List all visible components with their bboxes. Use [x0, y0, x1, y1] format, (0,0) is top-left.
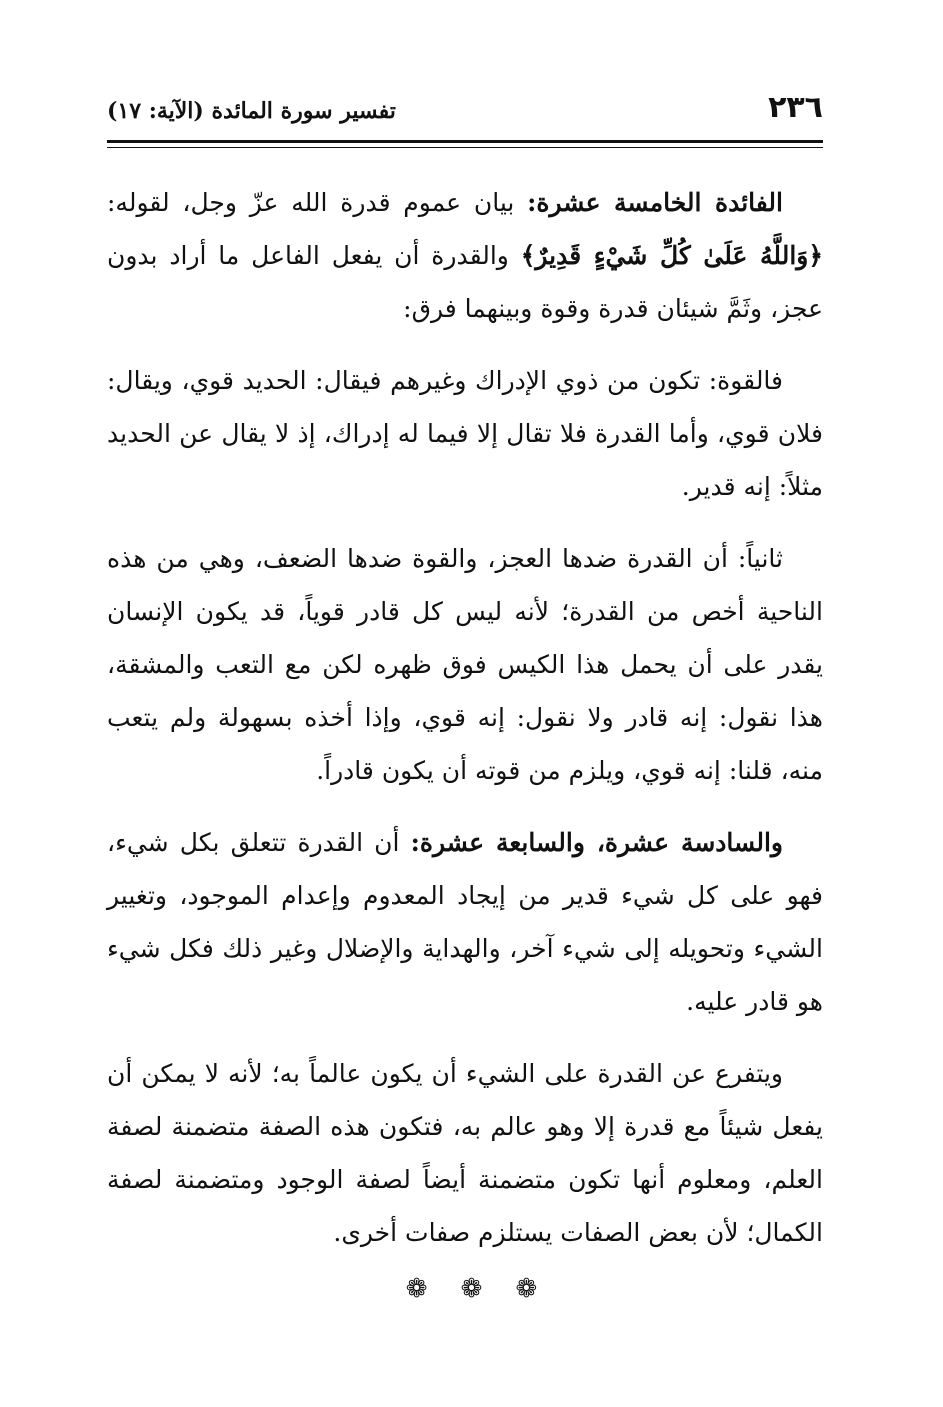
section-end-ornaments [0, 1272, 943, 1306]
paragraph-heading: والسادسة عشرة، والسابعة عشرة: [410, 828, 783, 857]
paragraph-fifteenth-benefit [107, 176, 823, 335]
paragraph-secondly [107, 532, 823, 797]
page-number: ٢٣٦ [768, 90, 823, 125]
paragraph-text: ثانياً: أن القدرة ضدها العجز، والقوة ضدها الضعف، وهي من هذه الناحية أخص من القدرة؛ لأنه ليس كل قادر قوياً، قد يكون الإنسان يقدر على أن يحمل هذا الكيس فوق ظهره لكن مع التعب والمشقة، هذا نقول: إنه قادر ولا نقول: إنه قوي، وإذا أخذه بسهولة ولم يتعب منه، قلنا: إنه قوي، ويلزم من قوته أن يكون قادراً. [107, 544, 823, 785]
paragraph-knowledge [107, 1047, 823, 1259]
paragraph-text: ويتفرع عن القدرة على الشيء أن يكون عالماً به؛ لأنه لا يمكن أن يفعل شيئاً مع قدرة إلا وهو عالم به، فتكون هذه الصفة متضمنة لصفة العلم، ومعلوم أنها تكون متضمنة أيضاً لصفة الوجود ومتضمنة لصفة الكمال؛ لأن بعض الصفات يستلزم صفات أخرى. [107, 1059, 823, 1247]
ornament-flower-icon: ❁ [460, 1274, 483, 1304]
header-rule-thin [107, 147, 823, 148]
ornament-flower-icon: ❁ [515, 1274, 538, 1304]
body-text [107, 176, 823, 1278]
paragraph-sixteenth-seventeenth-benefit [107, 816, 823, 1028]
paragraph-strength [107, 354, 823, 513]
paragraph-heading: الفائدة الخامسة عشرة: [527, 188, 783, 217]
quran-verse: ﴿وَاللَّهُ عَلَىٰ كُلِّ شَيْءٍ قَدِيرٌ﴾ [520, 241, 823, 270]
paragraph-text: أن القدرة تتعلق بكل شيء، فهو على كل شيء قدير من إيجاد المعدوم وإعدام الموجود، وتغيير الشيء وتحويله إلى شيء آخر، والهداية والإضلال وغير ذلك فكل شيء هو قادر عليه. [107, 828, 823, 1016]
page-header [107, 86, 823, 138]
paragraph-text: بيان عموم قدرة الله عزّ وجل، لقوله: [107, 188, 528, 217]
paragraph-text: والقدرة أن يفعل الفاعل ما أراد بدون عجز، وثَمَّ شيئان قدرة وقوة وبينهما فرق: [107, 241, 823, 323]
paragraph-text: فالقوة: تكون من ذوي الإدراك وغيرهم فيقال: الحديد قوي، ويقال: فلان قوي، وأما القدرة فلا تقال إلا فيما له إدراك، إذ لا يقال عن الحديد مثلاً: إنه قدير. [107, 366, 823, 501]
ornament-flower-icon: ❁ [405, 1274, 428, 1304]
header-rule-thick [107, 140, 823, 143]
running-title: تفسير سورة المائدة (الآية: ١٧) [107, 98, 396, 124]
